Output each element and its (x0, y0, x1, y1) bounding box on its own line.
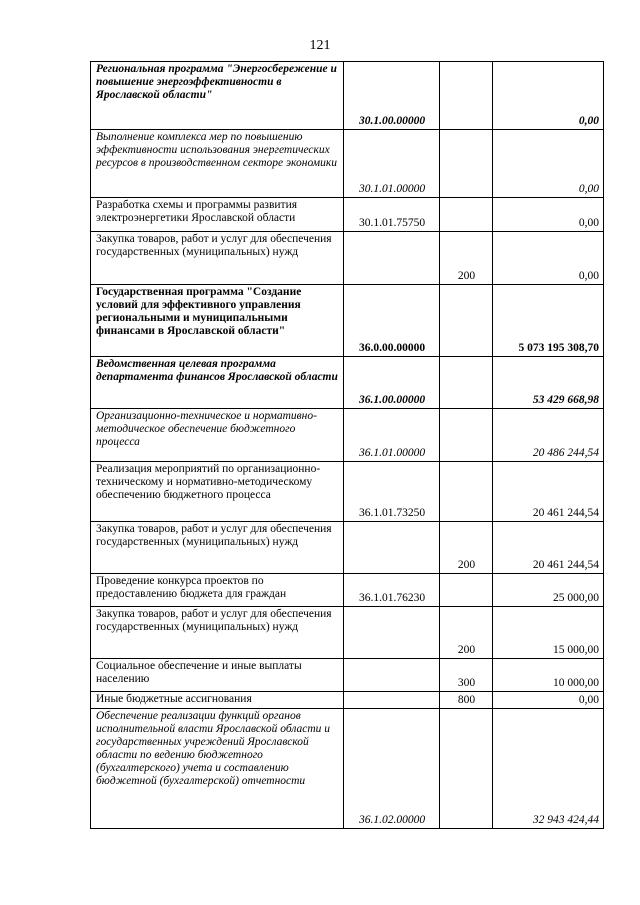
row-name-cell: Закупка товаров, работ и услуг для обеспечения государственных (муниципальных) нужд (91, 607, 344, 659)
table-row (91, 285, 604, 357)
table-row (91, 62, 604, 130)
row-name-cell: Социальное обеспечение и иные выплаты населению (91, 659, 344, 692)
row-type-cell: 200 (440, 607, 493, 659)
row-code-cell: 30.1.00.00000 (344, 62, 440, 130)
row-name-cell: Закупка товаров, работ и услуг для обеспечения государственных (муниципальных) нужд (91, 522, 344, 574)
row-amount-cell: 53 429 668,98 (493, 357, 604, 409)
table-row (91, 522, 604, 574)
row-amount-cell: 0,00 (493, 198, 604, 232)
row-code-cell (344, 232, 440, 285)
row-amount-cell: 20 461 244,54 (493, 462, 604, 522)
row-type-cell (440, 62, 493, 130)
row-code-cell: 30.1.01.75750 (344, 198, 440, 232)
row-type-cell (440, 709, 493, 829)
row-type-cell (440, 462, 493, 522)
row-name-cell: Закупка товаров, работ и услуг для обеспечения государственных (муниципальных) нужд (91, 232, 344, 285)
row-code-cell (344, 692, 440, 709)
table-row (91, 409, 604, 462)
row-code-cell: 36.1.01.76230 (344, 574, 440, 607)
row-type-cell: 200 (440, 232, 493, 285)
row-code-cell (344, 607, 440, 659)
row-amount-cell: 25 000,00 (493, 574, 604, 607)
row-code-cell: 36.0.00.00000 (344, 285, 440, 357)
row-type-cell: 800 (440, 692, 493, 709)
row-amount-cell: 15 000,00 (493, 607, 604, 659)
budget-table (90, 61, 604, 829)
budget-table-body (91, 62, 604, 829)
table-row (91, 232, 604, 285)
page-number: 121 (309, 38, 331, 53)
row-type-cell (440, 357, 493, 409)
row-name-cell: Иные бюджетные ассигнования (91, 692, 344, 709)
row-amount-cell: 32 943 424,44 (493, 709, 604, 829)
row-type-cell (440, 130, 493, 198)
table-row (91, 357, 604, 409)
row-code-cell: 30.1.01.00000 (344, 130, 440, 198)
row-amount-cell: 0,00 (493, 62, 604, 130)
row-code-cell: 36.1.00.00000 (344, 357, 440, 409)
table-row (91, 198, 604, 232)
row-type-cell (440, 574, 493, 607)
row-amount-cell: 0,00 (493, 692, 604, 709)
row-amount-cell: 10 000,00 (493, 659, 604, 692)
row-name-cell: Обеспечение реализации функций органов исполнительной власти Ярославской области и государственных учреждений Ярославской области по ведению бюджетного (бухгалтерского) учета и составлению бюджетной (бухгалтерской) отчетности (91, 709, 344, 829)
row-type-cell: 200 (440, 522, 493, 574)
row-amount-cell: 5 073 195 308,70 (493, 285, 604, 357)
row-code-cell (344, 522, 440, 574)
row-name-cell: Разработка схемы и программы развития электроэнергетики Ярославской области (91, 198, 344, 232)
row-name-cell: Организационно-техническое и нормативно-методическое обеспечение бюджетного процесса (91, 409, 344, 462)
row-name-cell: Проведение конкурса проектов по предоставлению бюджета для граждан (91, 574, 344, 607)
row-amount-cell: 20 486 244,54 (493, 409, 604, 462)
row-code-cell: 36.1.01.00000 (344, 409, 440, 462)
row-name-cell: Государственная программа "Создание условий для эффективного управления региональными и муниципальными финансами в Ярославской области" (91, 285, 344, 357)
table-row (91, 659, 604, 692)
row-name-cell: Реализация мероприятий по организационно-техническому и нормативно-методическому обеспечению бюджетного процесса (91, 462, 344, 522)
row-name-cell: Ведомственная целевая программа департамента финансов Ярославской области (91, 357, 344, 409)
row-type-cell (440, 198, 493, 232)
table-row (91, 692, 604, 709)
row-code-cell: 36.1.01.73250 (344, 462, 440, 522)
row-code-cell: 36.1.02.00000 (344, 709, 440, 829)
row-amount-cell: 20 461 244,54 (493, 522, 604, 574)
table-row (91, 709, 604, 829)
table-row (91, 130, 604, 198)
row-type-cell: 300 (440, 659, 493, 692)
row-name-cell: Выполнение комплекса мер по повышению эффективности использования энергетических ресурсов в производственном секторе экономики (91, 130, 344, 198)
row-amount-cell: 0,00 (493, 130, 604, 198)
row-type-cell (440, 409, 493, 462)
row-amount-cell: 0,00 (493, 232, 604, 285)
table-row (91, 607, 604, 659)
table-row (91, 462, 604, 522)
row-name-cell: Региональная программа "Энергосбережение и повышение энергоэффективности в Ярославской области" (91, 62, 344, 130)
row-type-cell (440, 285, 493, 357)
table-row (91, 574, 604, 607)
row-code-cell (344, 659, 440, 692)
